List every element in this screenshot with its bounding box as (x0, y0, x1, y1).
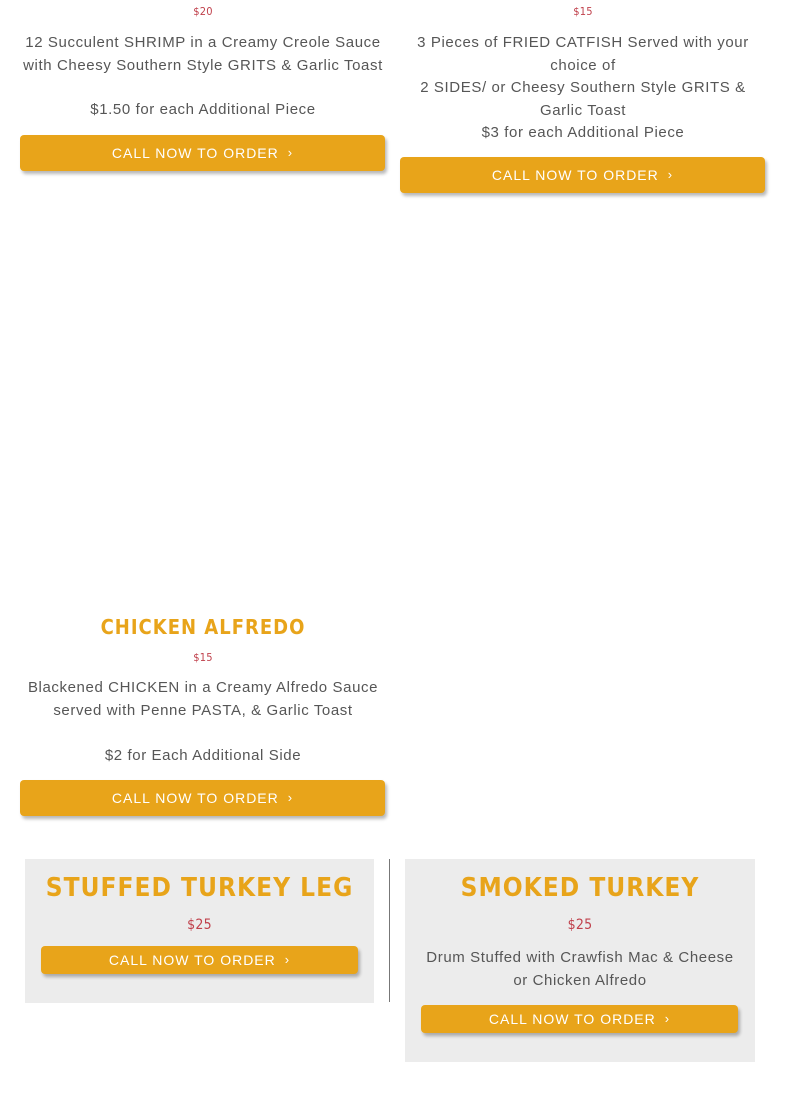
description-line: 3 Pieces of FRIED CATFISH Served with your (417, 34, 749, 51)
description-line: Garlic Toast (539, 101, 627, 119)
chevron-right-icon: › (287, 789, 294, 805)
item-description (10, 677, 396, 722)
button-label: CALL NOW TO ORDER (108, 952, 276, 968)
menu-card-smoked-turkey (405, 859, 755, 1062)
column-divider (389, 859, 390, 1002)
call-to-order-button[interactable] (400, 157, 765, 193)
call-to-order-button[interactable] (41, 946, 358, 974)
button-label: CALL NOW TO ORDER (491, 167, 659, 183)
chevron-right-icon: › (284, 951, 291, 967)
item-price: $20 (193, 5, 213, 18)
description-line: Blackened CHICKEN in a Creamy Alfredo Sauce (27, 679, 379, 696)
item-title: SMOKED TURKEY (460, 873, 700, 903)
description-line: Drum Stuffed with Crawfish Mac & Cheese (426, 949, 734, 966)
call-to-order-button[interactable] (20, 135, 385, 171)
item-extra-note: $1.50 for each Additional Piece (90, 101, 316, 118)
button-label: CALL NOW TO ORDER (111, 790, 279, 806)
item-title: CHICKEN ALFREDO (100, 615, 306, 639)
button-label: CALL NOW TO ORDER (488, 1011, 656, 1027)
description-line: choice of (550, 56, 616, 74)
item-title: STUFFED TURKEY LEG (45, 873, 354, 903)
item-description (10, 32, 396, 77)
description-line: 12 Succulent SHRIMP in a Creamy Creole Sauce (25, 34, 381, 51)
menu-card-stuffed-turkey-leg (25, 859, 374, 1003)
description-line: 2 SIDES/ or Cheesy Southern Style GRITS & (420, 79, 746, 96)
description-line: with Cheesy Southern Style GRITS & Garlic Toast (23, 56, 383, 74)
call-to-order-button[interactable] (20, 780, 385, 816)
item-price: $25 (187, 917, 212, 933)
item-extra-note: $2 for Each Additional Side (104, 747, 302, 764)
item-extra-note: $3 for each Additional Piece (481, 124, 685, 141)
call-to-order-button[interactable] (421, 1005, 738, 1033)
item-price: $15 (573, 5, 593, 18)
item-description (405, 947, 755, 992)
chevron-right-icon: › (287, 144, 294, 160)
item-price: $15 (193, 651, 213, 664)
chevron-right-icon: › (664, 1010, 671, 1026)
button-label: CALL NOW TO ORDER (111, 145, 279, 161)
description-line: served with Penne PASTA, & Garlic Toast (53, 701, 353, 719)
item-description (393, 32, 773, 145)
description-line: or Chicken Alfredo (513, 971, 647, 989)
chevron-right-icon: › (667, 166, 674, 182)
item-price: $25 (567, 917, 593, 933)
